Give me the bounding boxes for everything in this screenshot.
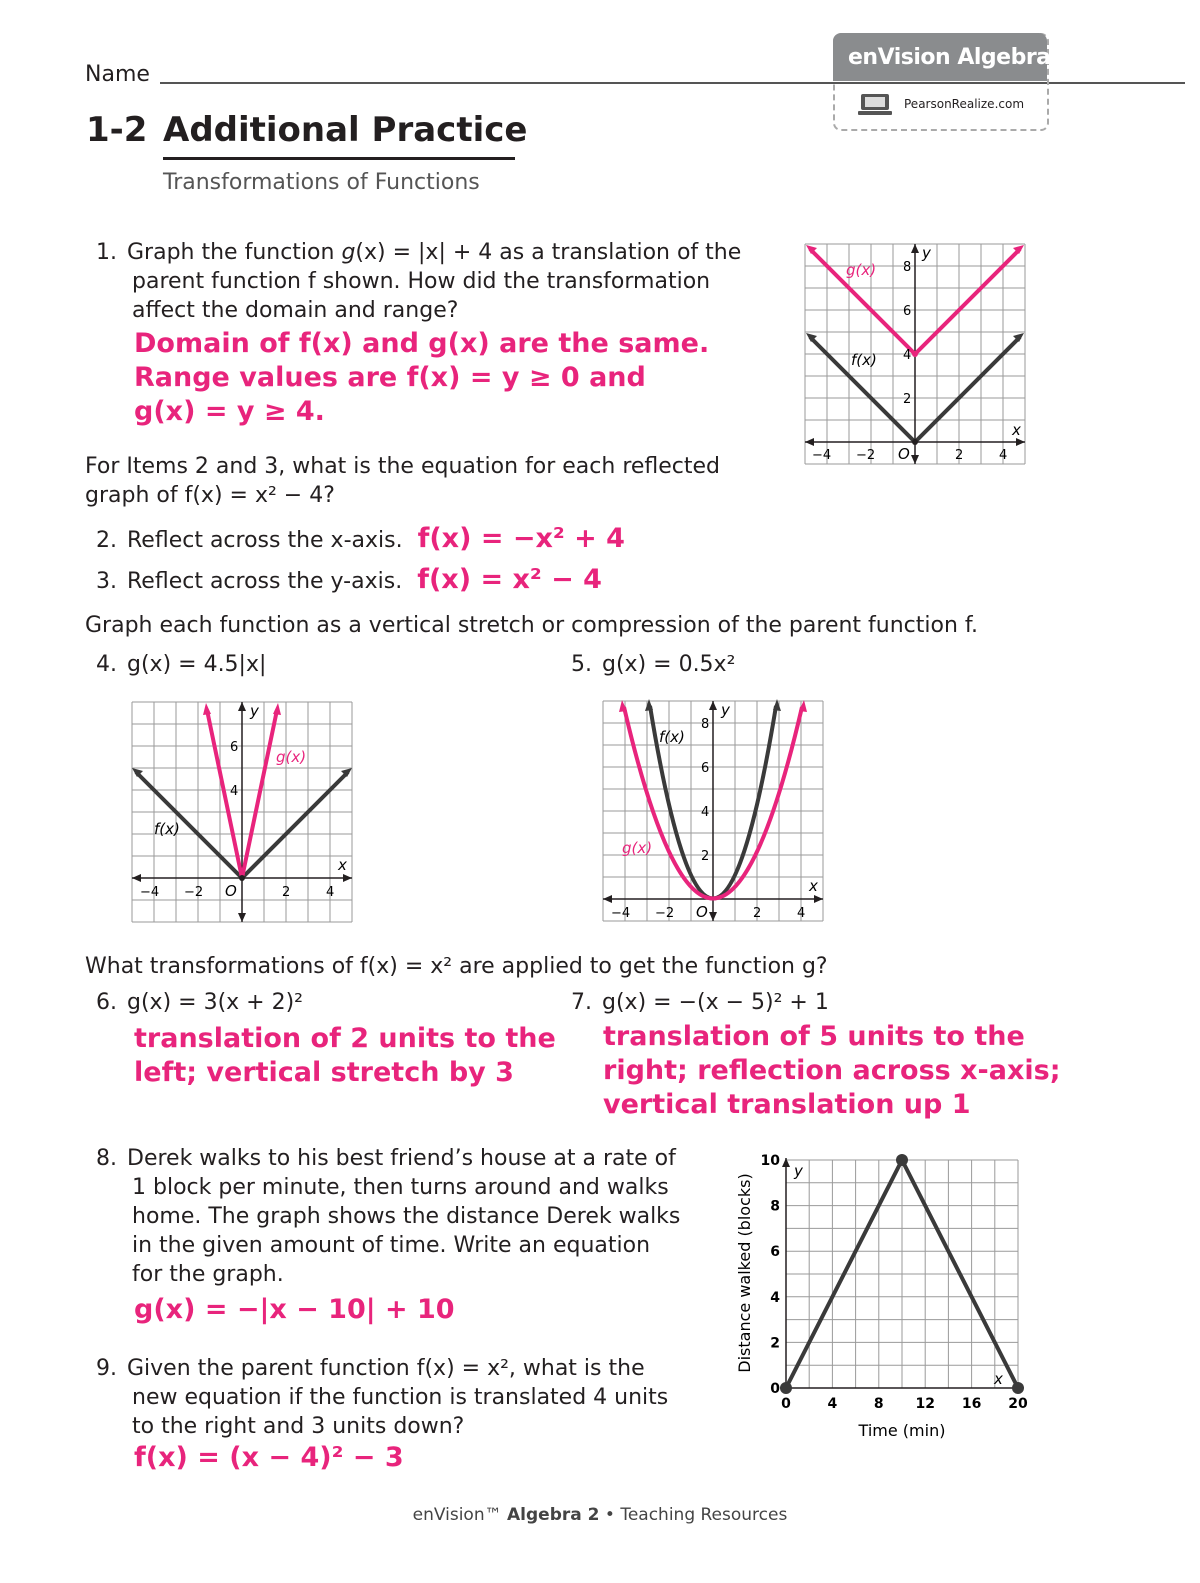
graph-4 [130, 700, 354, 924]
q4-number: 4. [96, 652, 117, 677]
graph-5-origin: O [696, 903, 708, 921]
q6-answer-line2: left; vertical stretch by 3 [134, 1057, 514, 1088]
graph-5-xtick-neg2: −2 [655, 906, 675, 921]
graph-1-g-label: g(x) [846, 261, 877, 279]
graph-5-ytick-6: 6 [701, 761, 710, 776]
graph-4-xtick-2: 2 [282, 885, 291, 900]
graph-4-ytick-4: 4 [230, 784, 239, 799]
graph-5-x-label: x [809, 877, 818, 895]
chart-point [896, 1154, 908, 1166]
graph-1-xtick-4: 4 [999, 448, 1008, 463]
chart-y-tick: 4 [770, 1289, 780, 1306]
q1-answer-line3: g(x) = y ≥ 4. [134, 396, 325, 427]
chart-y-tick: 10 [760, 1153, 780, 1169]
q3-text: Reflect across the y-axis. [127, 569, 403, 594]
q2-text: Reflect across the x-axis. [127, 528, 403, 553]
question-5 [560, 650, 735, 679]
chart-x-tick: 12 [915, 1396, 935, 1412]
graph-5 [601, 699, 825, 923]
items-2-3-intro [85, 452, 720, 510]
q3-number: 3. [96, 569, 117, 594]
graph-1-xtick-2: 2 [955, 448, 964, 463]
graph-4-g-label: g(x) [276, 748, 307, 766]
graph-1 [803, 242, 1027, 466]
question-2 [85, 522, 625, 556]
q8-answer: g(x) = −|x − 10| + 10 [134, 1294, 455, 1325]
lesson-subtitle: Transformations of Functions [163, 170, 480, 195]
chart-point [780, 1382, 792, 1394]
graph-1-origin: O [898, 445, 910, 463]
graph-4-f-label: f(x) [154, 820, 180, 838]
graph-5-ytick-8: 8 [701, 717, 710, 732]
q7-text: g(x) = −(x − 5)² + 1 [602, 990, 829, 1015]
footer-book: Algebra 2 [507, 1505, 600, 1525]
title-rule [163, 157, 515, 160]
chart-x-tick: 20 [1008, 1396, 1028, 1412]
footer-separator: • [604, 1505, 615, 1525]
question-7 [560, 988, 829, 1017]
distance-time-chart [730, 1145, 1040, 1445]
lesson-number: 1-2 [86, 110, 148, 150]
q1-number: 1. [96, 240, 117, 265]
q8-number: 8. [96, 1146, 117, 1171]
graph-5-ytick-2: 2 [701, 849, 710, 864]
chart-x-tick: 4 [827, 1396, 838, 1412]
graph-1-ytick-4: 4 [903, 348, 912, 363]
question-1 [85, 238, 741, 325]
graph-5-g-label: g(x) [622, 839, 653, 857]
name-label: Name [85, 62, 150, 87]
graph-4-xtick-4: 4 [326, 885, 335, 900]
q2-number: 2. [96, 528, 117, 553]
q8-line2: 1 block per minute, then turns around and walks [132, 1175, 669, 1200]
graph-4-y-label: y [250, 702, 259, 720]
question-3 [85, 563, 602, 597]
graph-1-f-label: f(x) [851, 351, 877, 369]
graph-1-xtick-neg2: −2 [856, 448, 876, 463]
items-4-5-intro: Graph each function as a vertical stretch or compression of the parent function f. [85, 613, 979, 638]
brand-logo: enVision Algebra 2 [848, 45, 1073, 70]
q1-line1-post: (x) = |x| + 4 as a translation of the [355, 240, 742, 265]
q1-line1-fn: g [341, 240, 356, 265]
q1-line1-pre: Graph the function [127, 240, 342, 265]
q1-answer-line2: Range values are f(x) = y ≥ 0 and [134, 362, 646, 393]
graph-4-origin: O [225, 882, 237, 900]
graph-4-ytick-6: 6 [230, 740, 239, 755]
chart-y-tick: 2 [770, 1335, 780, 1352]
q1-line2: parent function f shown. How did the transformation [132, 269, 711, 294]
footer [0, 1505, 1200, 1525]
graph-1-ytick-8: 8 [903, 260, 912, 275]
question-8 [85, 1144, 680, 1289]
graph-4-xtick-neg4: −4 [140, 885, 160, 900]
chart-x-axis-label: Time (min) [858, 1421, 946, 1440]
graph-4-xtick-neg2: −2 [184, 885, 204, 900]
q8-line5: for the graph. [132, 1262, 284, 1287]
chart-y-tick: 0 [770, 1381, 780, 1397]
graph-5-y-label: y [721, 701, 730, 719]
graph-1-ytick-2: 2 [903, 392, 912, 407]
chart-x-tick: 16 [961, 1396, 982, 1412]
q7-answer-line2: right; reflection across x-axis; [603, 1055, 1061, 1086]
q5-number: 5. [571, 652, 592, 677]
graph-5-ytick-4: 4 [701, 805, 710, 820]
question-6 [85, 988, 303, 1017]
lesson-title: Additional Practice [163, 110, 528, 150]
q1-answer [134, 327, 709, 429]
footer-resource: Teaching Resources [620, 1505, 788, 1525]
q6-answer [134, 1022, 556, 1090]
q4-text: g(x) = 4.5|x| [127, 652, 267, 677]
items-2-3-intro-line1: For Items 2 and 3, what is the equation for each reflected [85, 454, 721, 479]
graph-5-f-label: f(x) [659, 728, 685, 746]
graph-1-y-label: y [922, 244, 931, 262]
q9-line2: new equation if the function is translated 4 units [132, 1385, 669, 1410]
chart-x-tick: 0 [781, 1396, 791, 1412]
chart-point [1012, 1382, 1024, 1394]
q6-answer-line1: translation of 2 units to the [134, 1023, 556, 1054]
q1-line3: affect the domain and range? [132, 298, 459, 323]
q8-line3: home. The graph shows the distance Derek walks [132, 1204, 681, 1229]
chart-y-var: y [794, 1162, 803, 1180]
q6-text: g(x) = 3(x + 2)² [127, 990, 303, 1015]
graph-5-xtick-neg4: −4 [611, 906, 631, 921]
laptop-icon [858, 92, 892, 116]
q7-answer-line3: vertical translation up 1 [603, 1089, 971, 1120]
q8-line4: in the given amount of time. Write an equation [132, 1233, 651, 1258]
items-2-3-intro-line2: graph of f(x) = x² − 4? [85, 483, 335, 508]
q5-text: g(x) = 0.5x² [602, 652, 736, 677]
graph-5-xtick-2: 2 [753, 906, 762, 921]
chart-x-tick: 8 [873, 1396, 884, 1412]
graph-1-x-label: x [1012, 421, 1021, 439]
q9-line3: to the right and 3 units down? [132, 1414, 465, 1439]
graph-5-xtick-4: 4 [797, 906, 806, 921]
q9-number: 9. [96, 1356, 117, 1381]
q2-answer: f(x) = −x² + 4 [417, 523, 625, 554]
chart-y-tick: 8 [770, 1198, 780, 1215]
chart-x-var: x [994, 1370, 1003, 1388]
q8-line1: Derek walks to his best friend’s house at a rate of [127, 1146, 676, 1171]
site-label: PearsonRealize.com [904, 97, 1025, 111]
question-9 [85, 1354, 668, 1441]
graph-4-x-label: x [338, 856, 347, 874]
q9-answer: f(x) = (x − 4)² − 3 [134, 1442, 404, 1473]
q3-answer: f(x) = x² − 4 [417, 564, 602, 595]
chart-y-axis-label: Distance walked (blocks) [735, 1173, 754, 1373]
footer-brand: enVision™ [412, 1505, 502, 1525]
q7-number: 7. [571, 990, 592, 1015]
items-6-7-intro: What transformations of f(x) = x² are applied to get the function g? [85, 954, 828, 979]
q7-answer-line1: translation of 5 units to the [603, 1021, 1025, 1052]
q9-line1: Given the parent function f(x) = x², what is the [127, 1356, 645, 1381]
q1-answer-line1: Domain of f(x) and g(x) are the same. [134, 328, 710, 359]
graph-1-ytick-6: 6 [903, 304, 912, 319]
q6-number: 6. [96, 990, 117, 1015]
chart-y-tick: 6 [770, 1244, 780, 1261]
q7-answer [603, 1020, 1061, 1122]
graph-1-xtick-neg4: −4 [812, 448, 832, 463]
question-4 [85, 650, 266, 679]
